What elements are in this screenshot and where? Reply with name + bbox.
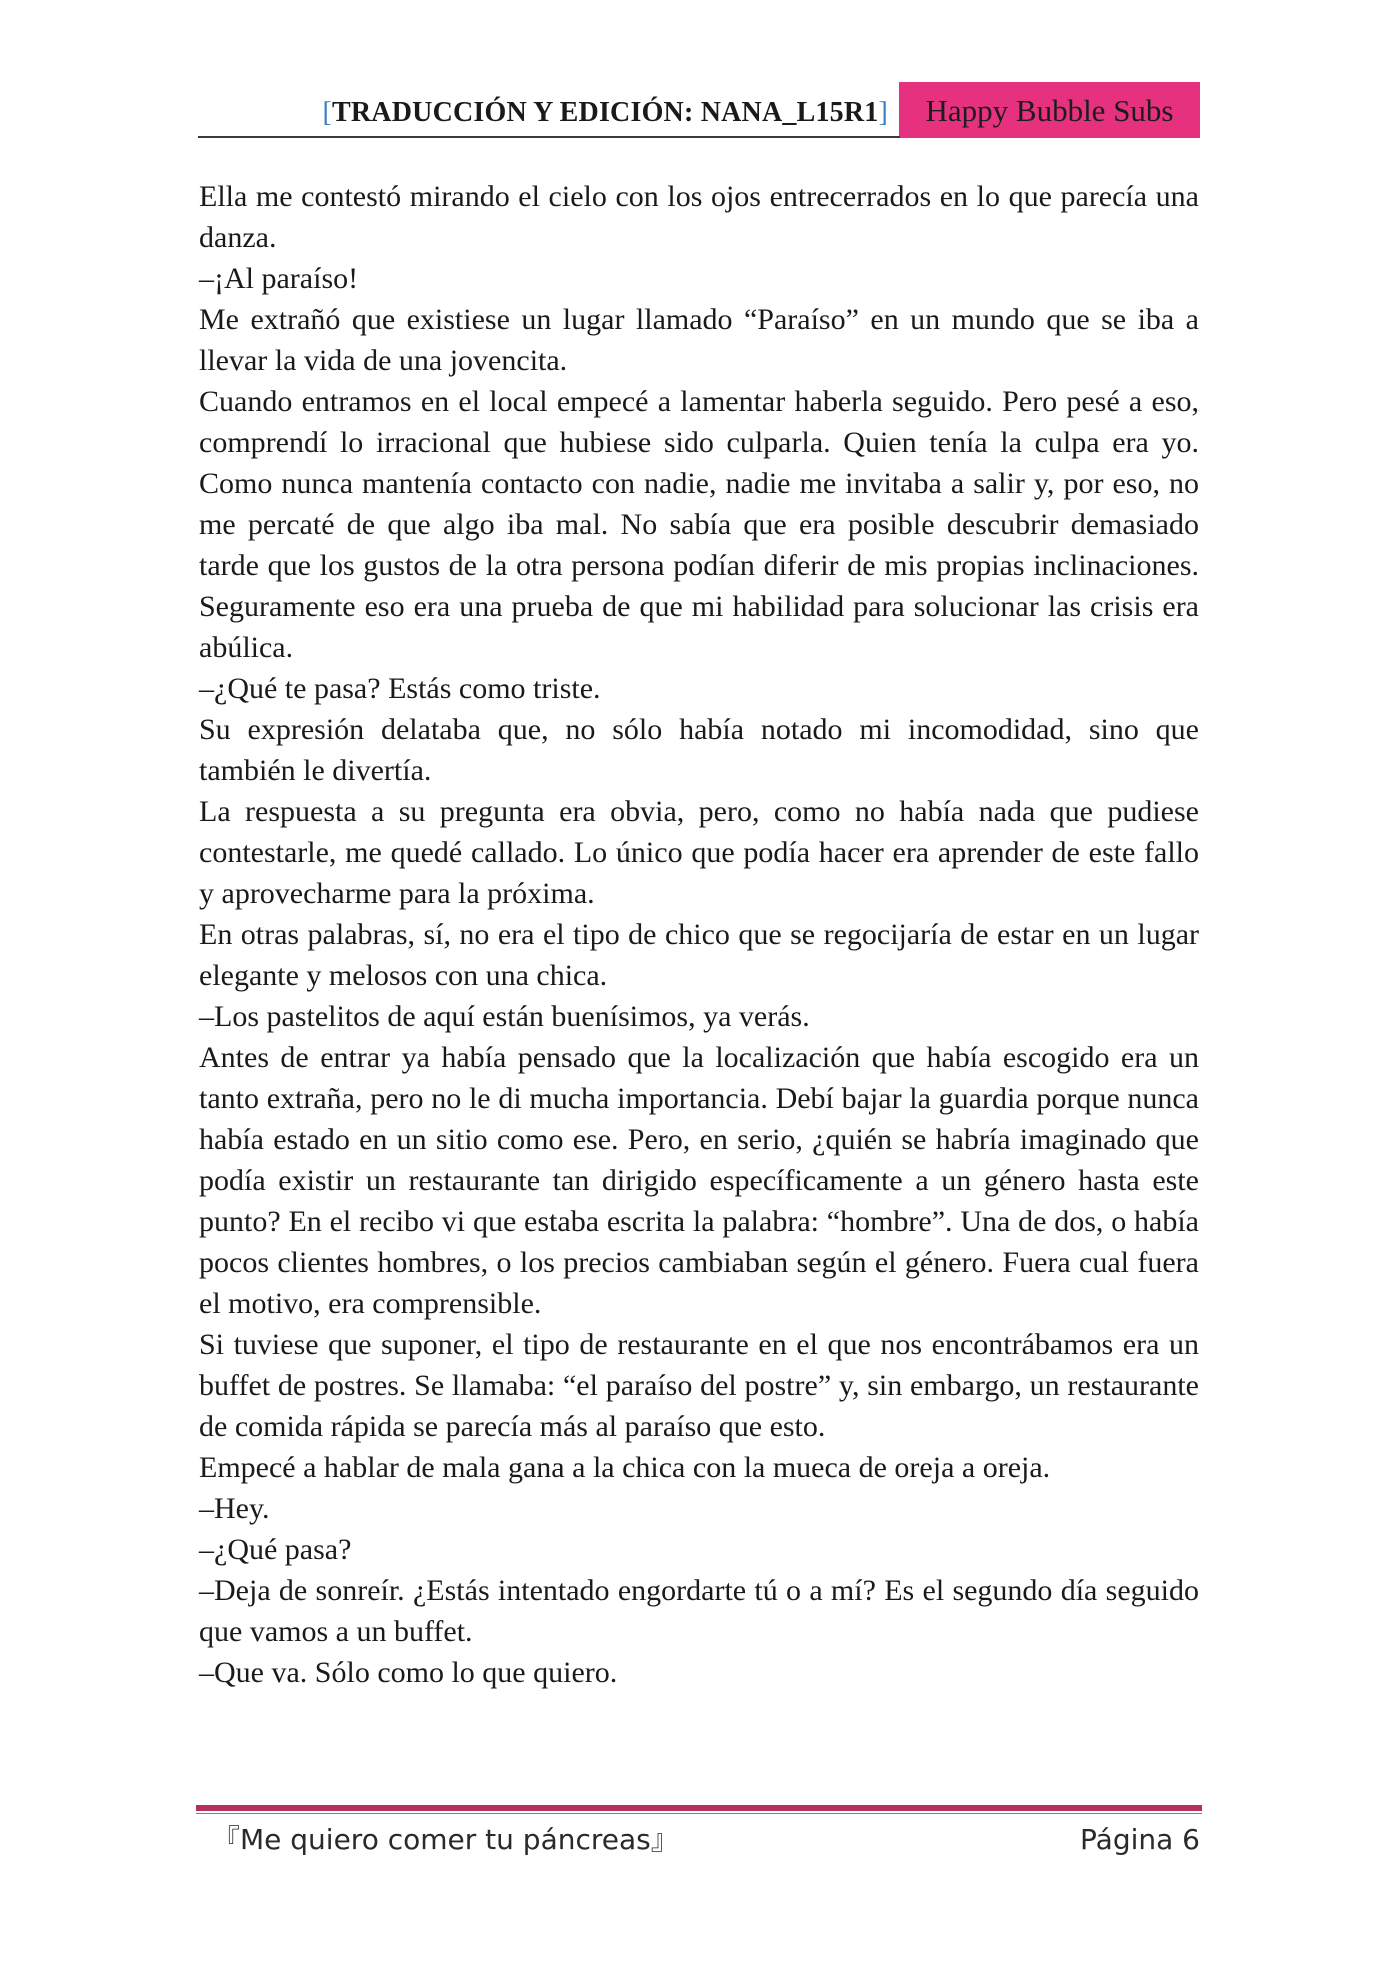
credit-bracket-close: ] — [878, 97, 888, 128]
header-rule — [198, 136, 900, 138]
paragraph: En otras palabras, sí, no era el tipo de chico que se regocijaría de estar en un lugar elegante y melosos con una chica. — [199, 918, 1199, 992]
paragraph: Si tuviese que suponer, el tipo de restaurante en el que nos encontrábamos era un buffet de postres. Se llamaba: “el paraíso del postre” y, sin embargo, un restaurante de comida rápida se parecía más al paraíso que esto. — [199, 1328, 1199, 1443]
paragraph: La respuesta a su pregunta era obvia, pero, como no había nada que pudiese contestarle, me quedé callado. Lo único que podía hacer era aprender de este fallo y aprovecharme para la próxima. — [199, 795, 1199, 910]
credit-bracket-open: [ — [322, 97, 333, 128]
paragraph: Empecé a hablar de mala gana a la chica con la mueca de oreja a oreja. — [199, 1451, 1051, 1484]
page-header — [198, 82, 1200, 138]
paragraph: –Deja de sonreír. ¿Estás intentado engordarte tú o a mí? Es el segundo día seguido que vamos a un buffet. — [199, 1574, 1199, 1648]
paragraph: –Los pastelitos de aquí están buenísimos, ya verás. — [199, 1000, 810, 1033]
translation-credit — [198, 82, 888, 136]
page-body — [199, 176, 1199, 1693]
paragraph: –¿Qué te pasa? Estás como triste. — [199, 672, 601, 705]
paragraph: Ella me contestó mirando el cielo con los ojos entrecerrados en lo que parecía una danza. — [199, 180, 1199, 254]
paragraph: Cuando entramos en el local empecé a lamentar haberla seguido. Pero pesé a eso, comprendí lo irracional que hubiese sido culparla. Quien tenía la culpa era yo. Como nunca mantenía contacto con nadie, nadie me invitaba a salir y, por eso, no me percaté de que algo iba mal. No sabía que era posible descubrir demasiado tarde que los gustos de la otra persona podían diferir de mis propias inclinaciones. Seguramente eso era una prueba de que mi habilidad para solucionar las crisis era abúlica. — [199, 385, 1199, 664]
paragraph: –Que va. Sólo como lo que quiero. — [199, 1656, 618, 1689]
paragraph: Me extrañó que existiese un lugar llamado “Paraíso” en un mundo que se iba a llevar la vida de una jovencita. — [199, 303, 1199, 377]
paragraph: –¡Al paraíso! — [199, 262, 359, 295]
group-badge: Happy Bubble Subs — [899, 82, 1200, 138]
credit-text: TRADUCCIÓN Y EDICIÓN: NANA_L15R1 — [332, 97, 879, 128]
paragraph: Antes de entrar ya había pensado que la localización que había escogido era un tanto extraña, pero no le di mucha importancia. Debí bajar la guardia porque nunca había estado en un sitio como ese. Pero, en serio, ¿quién se habría imaginado que podía existir un restaurante tan dirigido específicamente a un género hasta este punto? En el recibo vi que estaba escrita la palabra: “hombre”. Una de dos, o había pocos clientes hombres, o los precios cambiaban según el género. Fuera cual fuera el motivo, era comprensible. — [199, 1041, 1199, 1320]
paragraph: Su expresión delataba que, no sólo había notado mi incomodidad, sino que también le divertía. — [199, 713, 1199, 787]
footer-rule — [196, 1805, 1202, 1811]
footer-rule-thin — [196, 1813, 1202, 1814]
book-title: 『Me quiero comer tu páncreas』 — [212, 1823, 679, 1856]
paragraph: –¿Qué pasa? — [199, 1533, 352, 1566]
paragraph: –Hey. — [199, 1492, 270, 1525]
page-number: Página 6 — [1080, 1823, 1200, 1856]
